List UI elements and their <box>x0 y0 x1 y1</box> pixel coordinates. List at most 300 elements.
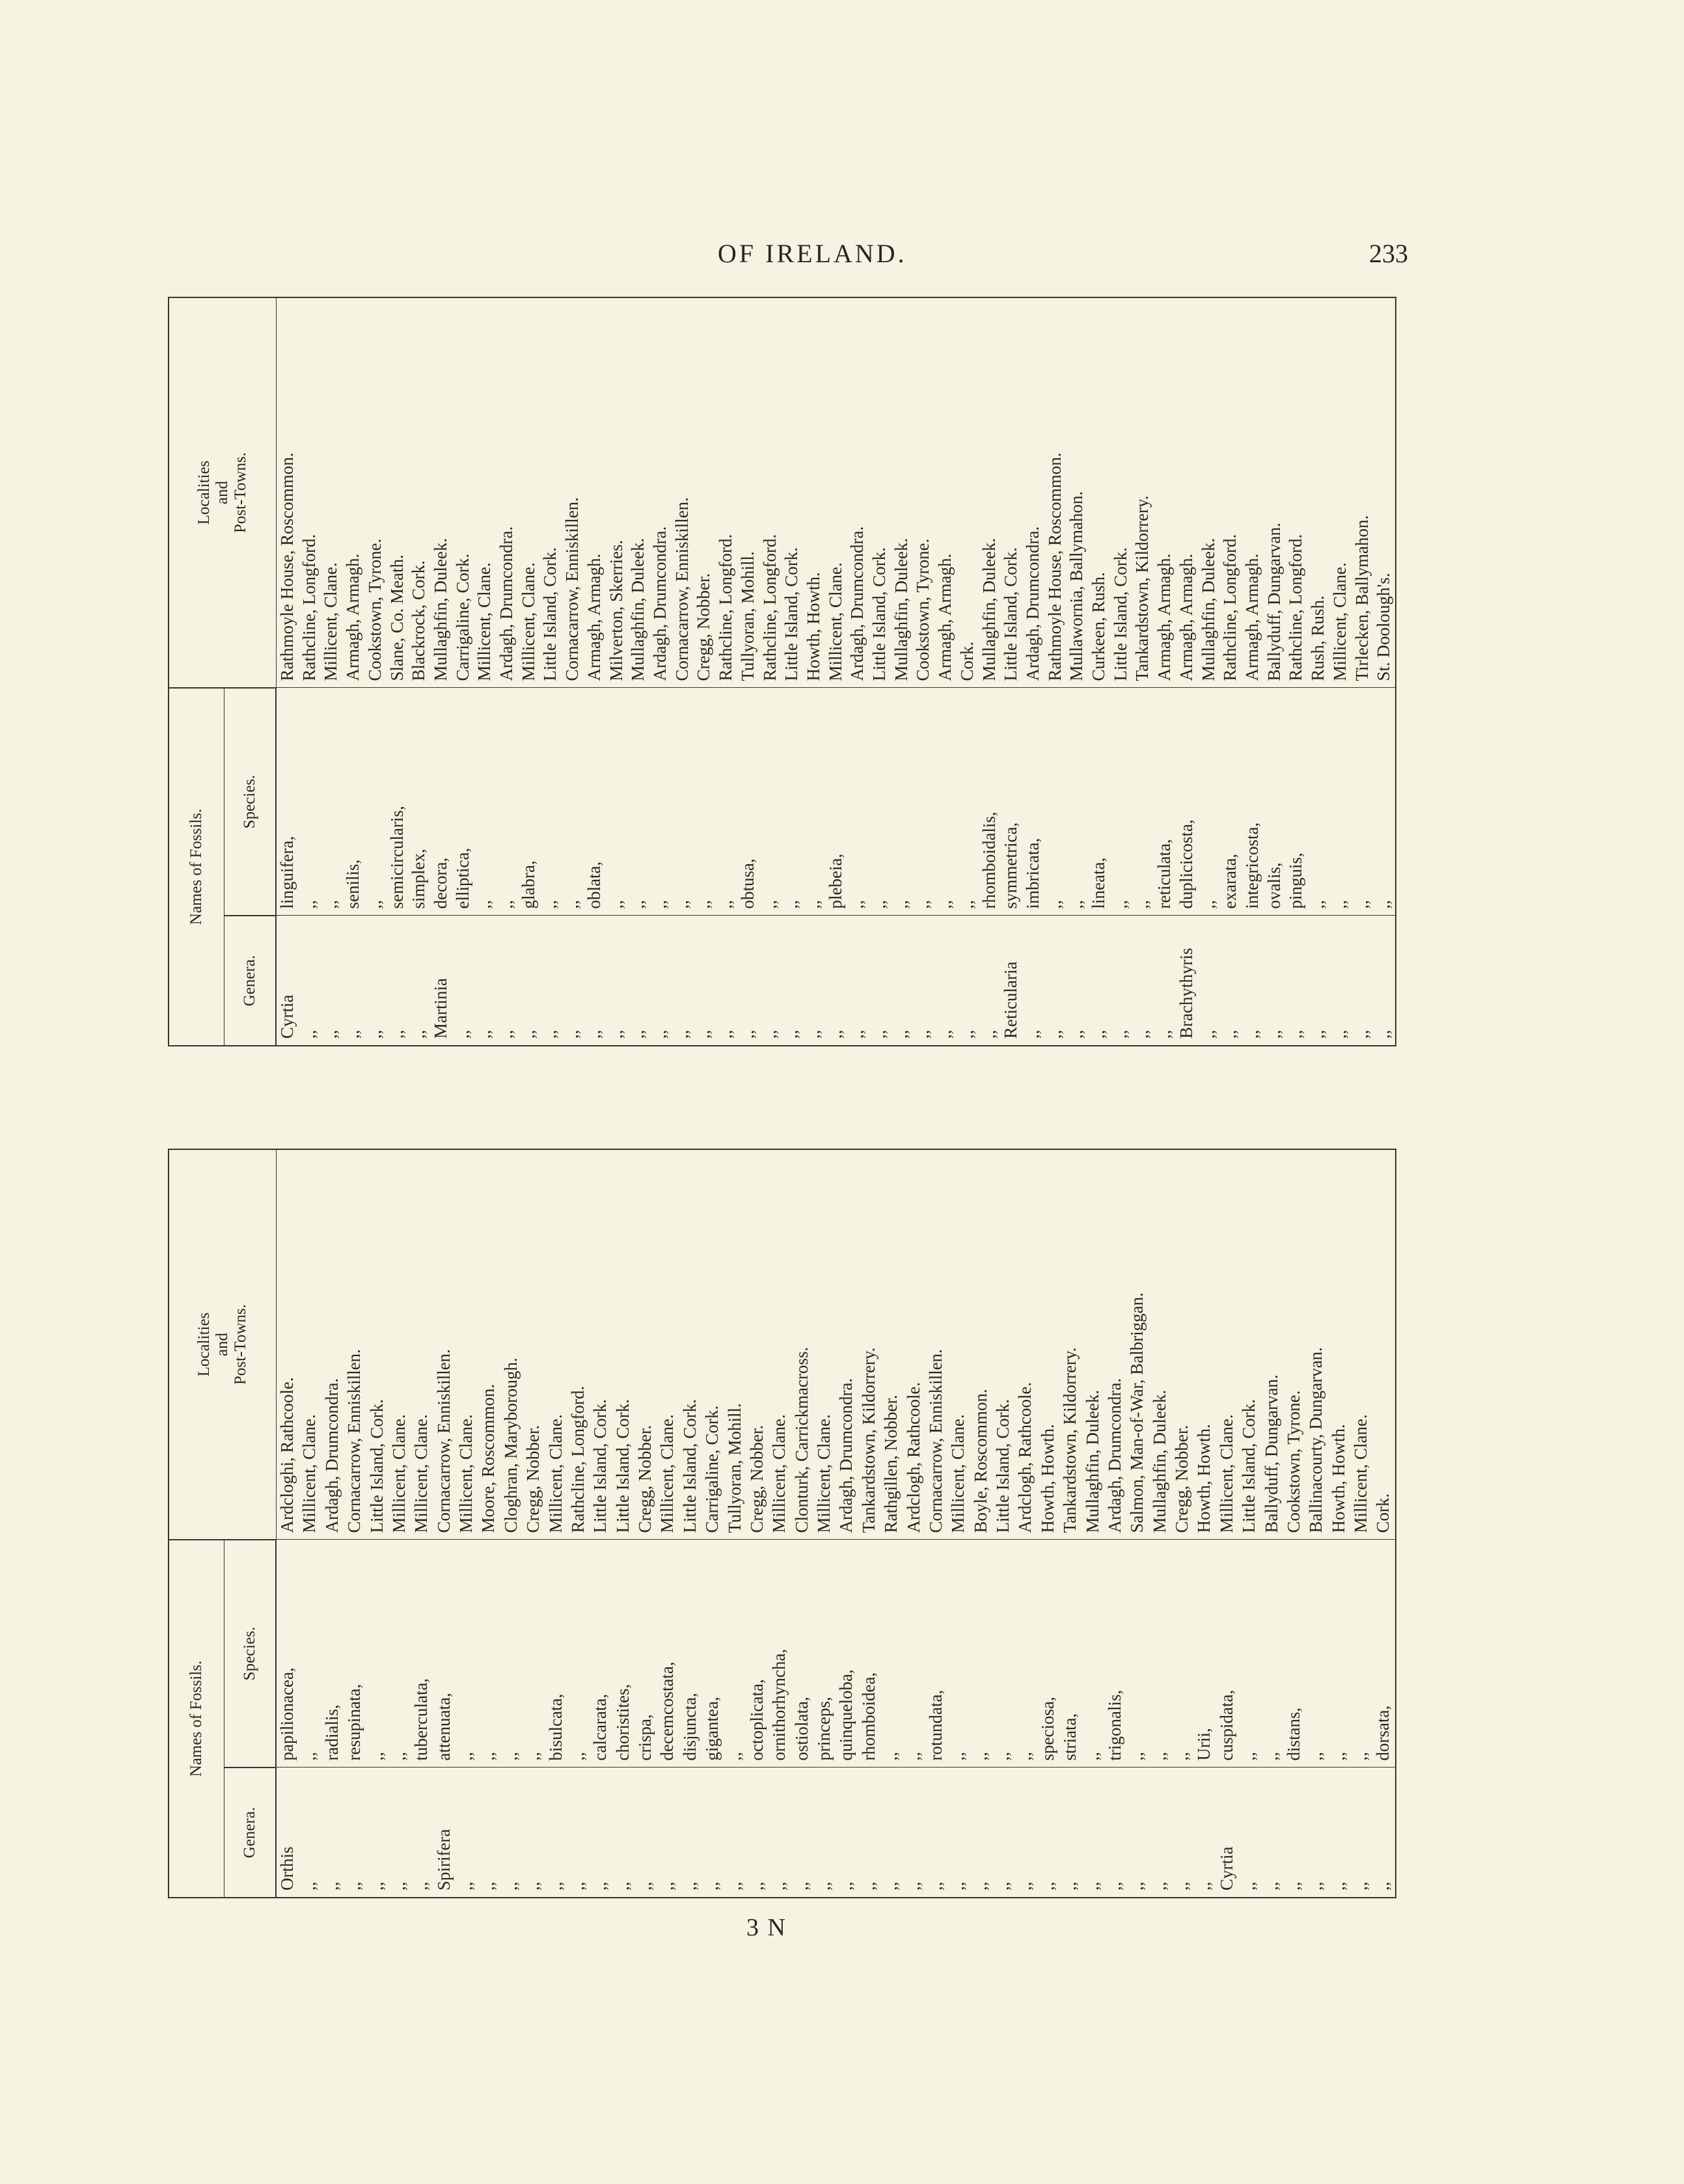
species-cell: symmetrica, <box>1000 688 1022 916</box>
genus-cell: ,, <box>746 1768 768 1898</box>
table-row <box>455 1149 478 1898</box>
locality-cell: Ardagh, Drumcondra. <box>321 1378 342 1533</box>
locality-cell: Cork. <box>1373 1493 1393 1533</box>
locality-cell: Little Island, Cork. <box>679 1399 699 1533</box>
locality-cell: Little Island, Cork. <box>869 547 890 681</box>
table-row <box>759 297 781 1046</box>
table-row <box>715 297 737 1046</box>
table-row <box>970 1149 992 1898</box>
species-cell: ,, <box>500 1540 523 1768</box>
genus-cell: ,, <box>590 1768 612 1898</box>
genus-cell: ,, <box>1037 1768 1059 1898</box>
locality-cell: Millicent, Clane. <box>299 1414 319 1533</box>
locality-cell: Little Island, Cork. <box>1110 547 1130 681</box>
species-cell: linguifera, <box>276 688 299 916</box>
genus-cell: ,, <box>1044 916 1066 1046</box>
species-cell: ,, <box>970 1540 992 1768</box>
species-cell: ,, <box>715 688 737 916</box>
species-cell: plebeia, <box>825 688 847 916</box>
table-row <box>627 297 649 1046</box>
table-row <box>523 1149 545 1898</box>
genus-cell: ,, <box>1350 1768 1372 1898</box>
locality-cell: Howth, Howth. <box>1328 1424 1348 1533</box>
species-cell: princeps, <box>813 1540 835 1768</box>
table-row <box>276 297 299 1046</box>
species-cell: ,, <box>781 688 803 916</box>
locality-cell: Ballyduff, Dungarvan. <box>1261 1374 1281 1533</box>
table-row <box>496 297 518 1046</box>
genus-cell: ,, <box>474 916 496 1046</box>
table-row <box>835 1149 858 1898</box>
locality-cell: Millicent, Clane. <box>1329 562 1350 681</box>
species-cell: ,, <box>1082 1540 1104 1768</box>
locality-cell: Little Island, Cork. <box>993 1399 1013 1533</box>
species-cell: speciosa, <box>1037 1540 1059 1768</box>
locality-cell: Rathcline, Longford. <box>567 1385 588 1533</box>
genus-cell: ,, <box>1066 916 1088 1046</box>
species-cell: ostiolata, <box>791 1540 813 1768</box>
locality-cell: Tankardstown, Kildorrery. <box>1132 495 1152 681</box>
genus-cell: ,, <box>1154 916 1176 1046</box>
locality-cell: Salmon, Man-of-War, Balbriggan. <box>1127 1292 1147 1533</box>
species-cell: ,, <box>455 1540 478 1768</box>
species-cell: ,, <box>891 688 913 916</box>
table-row <box>1000 297 1022 1046</box>
species-cell: decemcostata, <box>657 1540 679 1768</box>
genus-cell: ,, <box>518 916 540 1046</box>
genus-cell: ,, <box>1014 1768 1037 1898</box>
table-row <box>500 1149 523 1898</box>
genus-cell: ,, <box>1307 916 1329 1046</box>
genus-cell: Martinia <box>430 916 452 1046</box>
genus-cell: ,, <box>657 1768 679 1898</box>
locality-cell: Slane, Co. Meath. <box>387 554 407 681</box>
species-cell: ,, <box>1328 1540 1350 1768</box>
genus-cell: ,, <box>1351 916 1374 1046</box>
locality-cell: Curkeen, Rush. <box>1089 572 1109 681</box>
locality-cell: Millicent, Clane. <box>518 562 538 681</box>
locality-cell: Rathcline, Longford. <box>716 534 736 681</box>
species-cell: obtusa, <box>737 688 759 916</box>
species-cell: striata, <box>1059 1540 1081 1768</box>
genus-cell: ,, <box>1110 916 1132 1046</box>
table-row <box>1044 297 1066 1046</box>
genus-cell: ,, <box>539 916 562 1046</box>
genus-cell: ,, <box>455 1768 478 1898</box>
table-row <box>1305 1149 1327 1898</box>
species-cell: crispa, <box>634 1540 657 1768</box>
species-cell: ,, <box>562 688 584 916</box>
locality-cell: Millicent, Clane. <box>456 1414 476 1533</box>
locality-cell: Rathcline, Longford. <box>1286 534 1306 681</box>
species-cell: ,, <box>474 688 496 916</box>
table-row <box>1149 1149 1171 1898</box>
locality-cell: Ardagh, Drumcondra. <box>836 1378 856 1533</box>
genus-cell: ,, <box>1082 1768 1104 1898</box>
locality-cell: Cookstown, Tyrone. <box>913 538 933 681</box>
genus-cell: ,, <box>562 916 584 1046</box>
species-cell: choristites, <box>612 1540 634 1768</box>
locality-cell: Mullaghfin, Duleek. <box>628 538 648 681</box>
species-cell: ,, <box>912 688 934 916</box>
locality-cell: St. Doolough's. <box>1374 573 1394 681</box>
table-row <box>299 297 321 1046</box>
table-row <box>1283 1149 1305 1898</box>
table-row <box>1328 1149 1350 1898</box>
locality-cell: Millicent, Clane. <box>411 1414 431 1533</box>
species-header: Species. <box>224 1540 277 1768</box>
table-row <box>478 1149 500 1898</box>
genus-cell: ,, <box>299 916 321 1046</box>
locality-cell: Mullaghfin, Duleek. <box>1082 1389 1102 1533</box>
genus-cell: ,, <box>715 916 737 1046</box>
table-row <box>825 297 847 1046</box>
table-row <box>1171 1149 1193 1898</box>
locality-cell: Cloghran, Maryborough. <box>500 1358 521 1533</box>
table-row <box>1238 1149 1260 1898</box>
locality-cell: Little Island, Cork. <box>612 1399 632 1533</box>
species-cell: bisulcata, <box>545 1540 567 1768</box>
table-row <box>1264 297 1286 1046</box>
species-cell: calcarata, <box>590 1540 612 1768</box>
locality-cell: Milverton, Skerries. <box>606 539 626 681</box>
species-cell: quinqueloba, <box>835 1540 858 1768</box>
empty-cell <box>1395 916 1396 1046</box>
genus-cell: ,, <box>408 916 430 1046</box>
table-row <box>1154 297 1176 1046</box>
locality-cell: Rathmoyle House, Roscommon. <box>1044 452 1065 681</box>
genus-cell: Orthis <box>276 1768 299 1898</box>
genus-cell: ,, <box>1285 916 1307 1046</box>
genus-cell: ,, <box>1329 916 1351 1046</box>
localities-header: Localities and Post-Towns. <box>169 1149 276 1540</box>
table-row <box>701 1149 724 1898</box>
table-row <box>869 297 891 1046</box>
locality-cell: Clonturk, Carrickmacross. <box>791 1346 811 1533</box>
table-row <box>925 1149 947 1898</box>
species-cell: ,, <box>1261 1540 1283 1768</box>
species-cell: ,, <box>1305 1540 1327 1768</box>
table-body-top <box>276 297 1396 1046</box>
locality-cell: Cregg, Nobber. <box>746 1425 767 1533</box>
locality-cell: Armagh, Armagh. <box>1154 553 1175 681</box>
table-row <box>634 1149 657 1898</box>
table-row <box>452 297 474 1046</box>
genus-cell: ,, <box>847 916 869 1046</box>
table-row <box>737 297 759 1046</box>
table-row <box>947 1149 970 1898</box>
species-cell: ,, <box>957 688 979 916</box>
locality-cell: Armagh, Armagh. <box>1242 553 1262 681</box>
locality-cell: Rathcline, Longford. <box>1220 534 1240 681</box>
genus-cell: ,, <box>803 916 825 1046</box>
locality-cell: Little Island, Cork. <box>1239 1399 1259 1533</box>
table-row <box>768 1149 791 1898</box>
locality-cell: Howth, Howth. <box>1194 1424 1214 1533</box>
species-cell: ,, <box>759 688 781 916</box>
genus-cell: ,, <box>791 1768 813 1898</box>
table-row <box>891 297 913 1046</box>
locality-cell: Ardagh, Drumcondra. <box>847 526 867 681</box>
locality-cell: Mullaghfin, Duleek. <box>1149 1389 1169 1533</box>
species-cell: ,, <box>523 1540 545 1768</box>
genus-cell: ,, <box>737 916 759 1046</box>
locality-cell: Cregg, Nobber. <box>694 573 714 681</box>
empty-cell <box>1395 297 1396 688</box>
table-row <box>276 1149 299 1898</box>
table-row <box>803 297 825 1046</box>
species-cell: ,, <box>1307 688 1329 916</box>
table-filler-row <box>1395 1149 1396 1898</box>
table-row <box>858 1149 880 1898</box>
table-row <box>430 297 452 1046</box>
table-row <box>724 1149 746 1898</box>
table-row <box>957 297 979 1046</box>
locality-cell: Rathgillen, Nobber. <box>881 1395 901 1533</box>
genus-cell: ,, <box>912 916 934 1046</box>
genus-cell: ,, <box>813 1768 835 1898</box>
genus-cell: ,, <box>342 916 364 1046</box>
genus-cell: ,, <box>679 1768 701 1898</box>
genus-cell: ,, <box>1328 1768 1350 1898</box>
genus-cell: ,, <box>545 1768 567 1898</box>
genus-cell: ,, <box>299 1768 321 1898</box>
genus-cell: ,, <box>634 1768 657 1898</box>
species-cell: ,, <box>803 688 825 916</box>
genus-cell: ,, <box>584 916 606 1046</box>
locality-cell: Cookstown, Tyrone. <box>364 538 385 681</box>
species-cell: trigonalis, <box>1104 1540 1126 1768</box>
table-row <box>1372 1149 1394 1898</box>
empty-cell <box>1395 1768 1396 1898</box>
genus-cell: ,, <box>903 1768 925 1898</box>
genus-cell: ,, <box>1219 916 1242 1046</box>
genus-cell: ,, <box>320 916 342 1046</box>
running-head: OF IRELAND. <box>718 239 907 268</box>
table-row <box>746 1149 768 1898</box>
genus-cell: ,, <box>1104 1768 1126 1898</box>
table-row <box>1066 297 1088 1046</box>
genus-cell: ,, <box>835 1768 858 1898</box>
locality-cell: Millicent, Clane. <box>1216 1414 1236 1533</box>
names-of-fossils-header: Names of Fossils. <box>169 1540 224 1898</box>
fossil-table-bottom <box>168 1149 1396 1898</box>
table-row <box>1022 297 1044 1046</box>
species-cell: ,, <box>1014 1540 1037 1768</box>
table-row <box>342 297 364 1046</box>
table-row <box>1350 1149 1372 1898</box>
table-row <box>408 297 430 1046</box>
table-row <box>672 297 694 1046</box>
names-of-fossils-header: Names of Fossils. <box>169 688 224 1046</box>
genus-cell: ,, <box>947 1768 970 1898</box>
locality-cell: Carrigaline, Cork. <box>702 1405 722 1533</box>
locality-cell: Ardclogh, Rathcoole. <box>1015 1382 1035 1533</box>
page-number: 233 <box>1369 239 1408 268</box>
species-cell: integricosta, <box>1242 688 1264 916</box>
table-row <box>612 1149 634 1898</box>
species-cell: ,, <box>693 688 715 916</box>
genus-cell: Spirifera <box>433 1768 455 1898</box>
table-row <box>781 297 803 1046</box>
species-cell: ,, <box>880 1540 903 1768</box>
table-row <box>411 1149 433 1898</box>
table-row <box>474 297 496 1046</box>
locality-cell: Cookstown, Tyrone. <box>1283 1390 1303 1533</box>
locality-cell: Millicent, Clane. <box>657 1414 677 1533</box>
table-row <box>1110 297 1132 1046</box>
species-cell: ,, <box>320 688 342 916</box>
table-row <box>321 1149 344 1898</box>
table-row <box>1216 1149 1238 1898</box>
table-row <box>1014 1149 1037 1898</box>
locality-cell: Ardagh, Drumcondra. <box>1022 526 1042 681</box>
locality-cell: Rathcline, Longford. <box>759 534 780 681</box>
genus-cell: Reticularia <box>1000 916 1022 1046</box>
species-cell: octoplicata, <box>746 1540 768 1768</box>
genus-cell: ,, <box>500 1768 523 1898</box>
species-cell: radialis, <box>321 1540 344 1768</box>
locality-cell: Ardagh, Drumcondra. <box>1104 1378 1124 1533</box>
species-cell: ovalis, <box>1264 688 1286 916</box>
table-row <box>649 297 672 1046</box>
species-cell: ,, <box>1351 688 1374 916</box>
species-cell: attenuata, <box>433 1540 455 1768</box>
locality-cell: Armagh, Armagh. <box>343 553 363 681</box>
genus-cell: ,, <box>880 1768 903 1898</box>
species-cell: imbricata, <box>1022 688 1044 916</box>
locality-cell: Tankardstown, Kildorrery. <box>1060 1347 1080 1533</box>
species-cell: ,, <box>299 1540 321 1768</box>
locality-cell: Ballinacourty, Dungarvan. <box>1306 1347 1326 1533</box>
genus-cell: ,, <box>724 1768 746 1898</box>
table-row <box>1307 297 1329 1046</box>
locality-cell: Little Island, Cork. <box>366 1399 387 1533</box>
locality-cell: Rush, Rush. <box>1308 595 1328 681</box>
table-row <box>344 1149 366 1898</box>
species-cell: ,, <box>903 1540 925 1768</box>
species-cell: resupinata, <box>344 1540 366 1768</box>
species-cell: ,, <box>934 688 957 916</box>
genus-cell: ,, <box>672 916 694 1046</box>
table-row <box>518 297 540 1046</box>
table-row <box>912 297 934 1046</box>
species-cell: rhomboidalis, <box>979 688 1001 916</box>
genus-cell: ,, <box>388 1768 411 1898</box>
species-cell: lineata, <box>1088 688 1110 916</box>
locality-cell: Millicent, Clane. <box>814 1414 834 1533</box>
species-cell: oblata, <box>584 688 606 916</box>
locality-cell: Boyle, Roscommon. <box>970 1389 990 1533</box>
genus-cell: ,, <box>1059 1768 1081 1898</box>
genus-cell: ,, <box>701 1768 724 1898</box>
genus-cell: ,, <box>825 916 847 1046</box>
locality-cell: Howth, Howth. <box>803 572 823 681</box>
table-row <box>1037 1149 1059 1898</box>
genus-cell: ,, <box>1238 1768 1260 1898</box>
species-cell: reticulata, <box>1154 688 1176 916</box>
genus-cell: ,, <box>979 916 1001 1046</box>
species-cell: ,, <box>992 1540 1014 1768</box>
table-row <box>791 1149 813 1898</box>
table-body-bottom <box>276 1149 1396 1898</box>
genus-cell: ,, <box>925 1768 947 1898</box>
genus-cell: ,, <box>693 916 715 1046</box>
table-row <box>1082 1149 1104 1898</box>
locality-cell: Ardagh, Drumcondra. <box>496 526 517 681</box>
species-cell: disjuncta, <box>679 1540 701 1768</box>
empty-cell <box>1395 1149 1396 1540</box>
locality-cell: Little Island, Cork. <box>781 547 802 681</box>
locality-cell: Millicent, Clane. <box>1351 1414 1371 1533</box>
table-row <box>1176 297 1198 1046</box>
species-cell: ,, <box>1329 688 1351 916</box>
genus-cell: ,, <box>858 1768 880 1898</box>
locality-cell: Tirlecken, Ballymahon. <box>1351 515 1372 681</box>
genus-cell: ,, <box>992 1768 1014 1898</box>
genus-cell: ,, <box>1372 1768 1394 1898</box>
table-row <box>545 1149 567 1898</box>
species-cell: ,, <box>724 1540 746 1768</box>
table-row <box>567 1149 590 1898</box>
locality-cell: Cork. <box>957 641 977 681</box>
locality-cell: Mullaghfin, Duleek. <box>430 538 450 681</box>
locality-cell: Ardcloghi, Rathcoole. <box>277 1377 297 1533</box>
table-row <box>388 1149 411 1898</box>
locality-cell: Millicent, Clane. <box>769 1414 789 1533</box>
locality-cell: Rathcline, Longford. <box>299 534 319 681</box>
species-cell: gigantea, <box>701 1540 724 1768</box>
genus-cell: ,, <box>612 1768 634 1898</box>
species-cell: ,, <box>388 1540 411 1768</box>
genera-header: Genera. <box>224 1768 277 1898</box>
table-row <box>1104 1149 1126 1898</box>
species-cell: pinguis, <box>1285 688 1307 916</box>
species-cell: ,, <box>1126 1540 1148 1768</box>
species-cell: papilionacea, <box>276 1540 299 1768</box>
genus-cell: ,, <box>957 916 979 1046</box>
table-row <box>320 297 342 1046</box>
genus-cell: ,, <box>411 1768 433 1898</box>
fossil-table <box>168 297 1396 1046</box>
genus-cell: ,, <box>366 1768 388 1898</box>
table-row <box>366 1149 388 1898</box>
genus-cell: ,, <box>1283 1768 1305 1898</box>
species-cell: ,, <box>627 688 649 916</box>
table-row <box>606 297 628 1046</box>
table-row <box>584 297 606 1046</box>
locality-cell: Cornacarrow, Enniskillen. <box>562 497 582 681</box>
species-header: Species. <box>224 688 277 916</box>
species-cell: ,, <box>1044 688 1066 916</box>
genus-cell: ,, <box>1242 916 1264 1046</box>
species-cell: ,, <box>299 688 321 916</box>
species-cell: ,, <box>869 688 891 916</box>
locality-cell: Mullaghfin, Duleek. <box>891 538 911 681</box>
table-row <box>903 1149 925 1898</box>
fossil-table-top <box>168 297 1396 1046</box>
species-cell: ,, <box>364 688 387 916</box>
species-cell: ,, <box>847 688 869 916</box>
genus-cell: Cyrtia <box>276 916 299 1046</box>
genus-cell: ,, <box>759 916 781 1046</box>
locality-cell: Rathmoyle House, Roscommon. <box>277 452 297 681</box>
table-row <box>880 1149 903 1898</box>
genus-cell: Cyrtia <box>1216 1768 1238 1898</box>
locality-cell: Ballyduff, Dungarvan. <box>1264 523 1284 681</box>
species-cell: decora, <box>430 688 452 916</box>
species-cell: ,, <box>672 688 694 916</box>
